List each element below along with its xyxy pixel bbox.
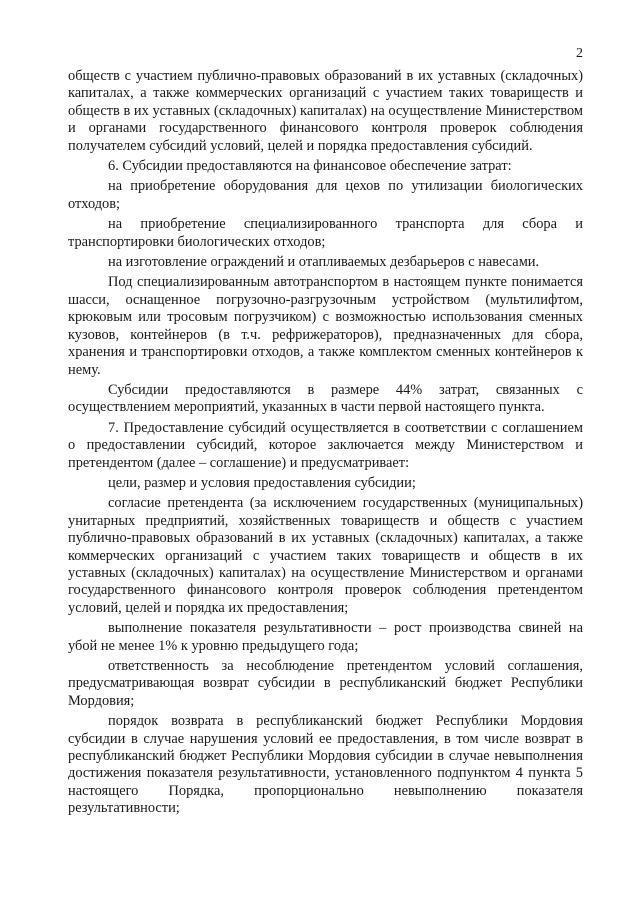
paragraph: 7. Предоставление субсидий осуществляется в соответствии с соглашением о предоставлении субсидий, которое заключается между Министерством и претендентом (далее – соглашение) и предусматривает: <box>68 419 583 471</box>
paragraph: Под специализированным автотранспортом в настоящем пункте понимается шасси, оснащенное погрузочно-разгрузочным устройством (мультилифтом, крюковым или тросовым погрузчиком) с возможностью использования сменных кузовов, контейнеров (в т.ч. рефрижераторов), предназначенных для сбора, хранения и транспортировки отходов, а также комплектом сменных контейнеров к нему. <box>68 274 583 378</box>
paragraph: порядок возврата в республиканский бюджет Республики Мордовия субсидии в случае нарушения условий ее предоставления, в том числе возврат в республиканский бюджет Республики Мордовия субсидии в случае невыполнения достижения показателя результативности, установленного подпунктом 4 пункта 5 настоящего Порядка, пропорционально невыполнению показателя результативности; <box>68 713 583 817</box>
paragraph: на приобретение оборудования для цехов по утилизации биологических отходов; <box>68 178 583 212</box>
paragraph: ответственность за несоблюдение претендентом условий соглашения, предусматривающая возврат субсидии в республиканский бюджет Республики Мордовия; <box>68 658 583 709</box>
paragraph: цели, размер и условия предоставления субсидии; <box>108 474 416 491</box>
paragraph: Субсидии предоставляются в размере 44% затрат, связанных с осуществлением мероприятий, указанных в части первой настоящего пункта. <box>68 381 583 416</box>
paragraph: согласие претендента (за исключением государственных (муниципальных) унитарных предприятий, хозяйственных товариществ и обществ с участием публично-правовых образований в их уставных (складочных) капиталах, а также коммерческих организаций с участием таких товариществ и обществ в их уставных (складочных) капиталах) на осуществление Министерством и органами государственного финансового контроля проверок соблюдения претендентом условий, целей и порядка их предоставления; <box>68 495 583 616</box>
paragraph: 6. Субсидии предоставляются на финансовое обеспечение затрат: <box>108 158 512 175</box>
paragraph: на изготовление ограждений и отапливаемых дезбарьеров с навесами. <box>108 254 540 271</box>
paragraph: на приобретение специализированного транспорта для сбора и транспортировки биологических отходов; <box>68 216 583 250</box>
document-body <box>68 68 583 821</box>
page-number: 2 <box>576 46 583 61</box>
paragraph: выполнение показателя результативности – рост производства свиней на убой не менее 1% к уровню предыдущего года; <box>68 620 583 654</box>
paragraph: обществ с участием публично-правовых образований в их уставных (складочных) капиталах, а также коммерческих организаций с участием таких товариществ и обществ в их уставных (складочных) капиталах) на осуществление Министерством и органами государственного финансового контроля проверок соблюдения получателем субсидий условий, целей и порядка предоставления субсидий. <box>68 68 583 154</box>
